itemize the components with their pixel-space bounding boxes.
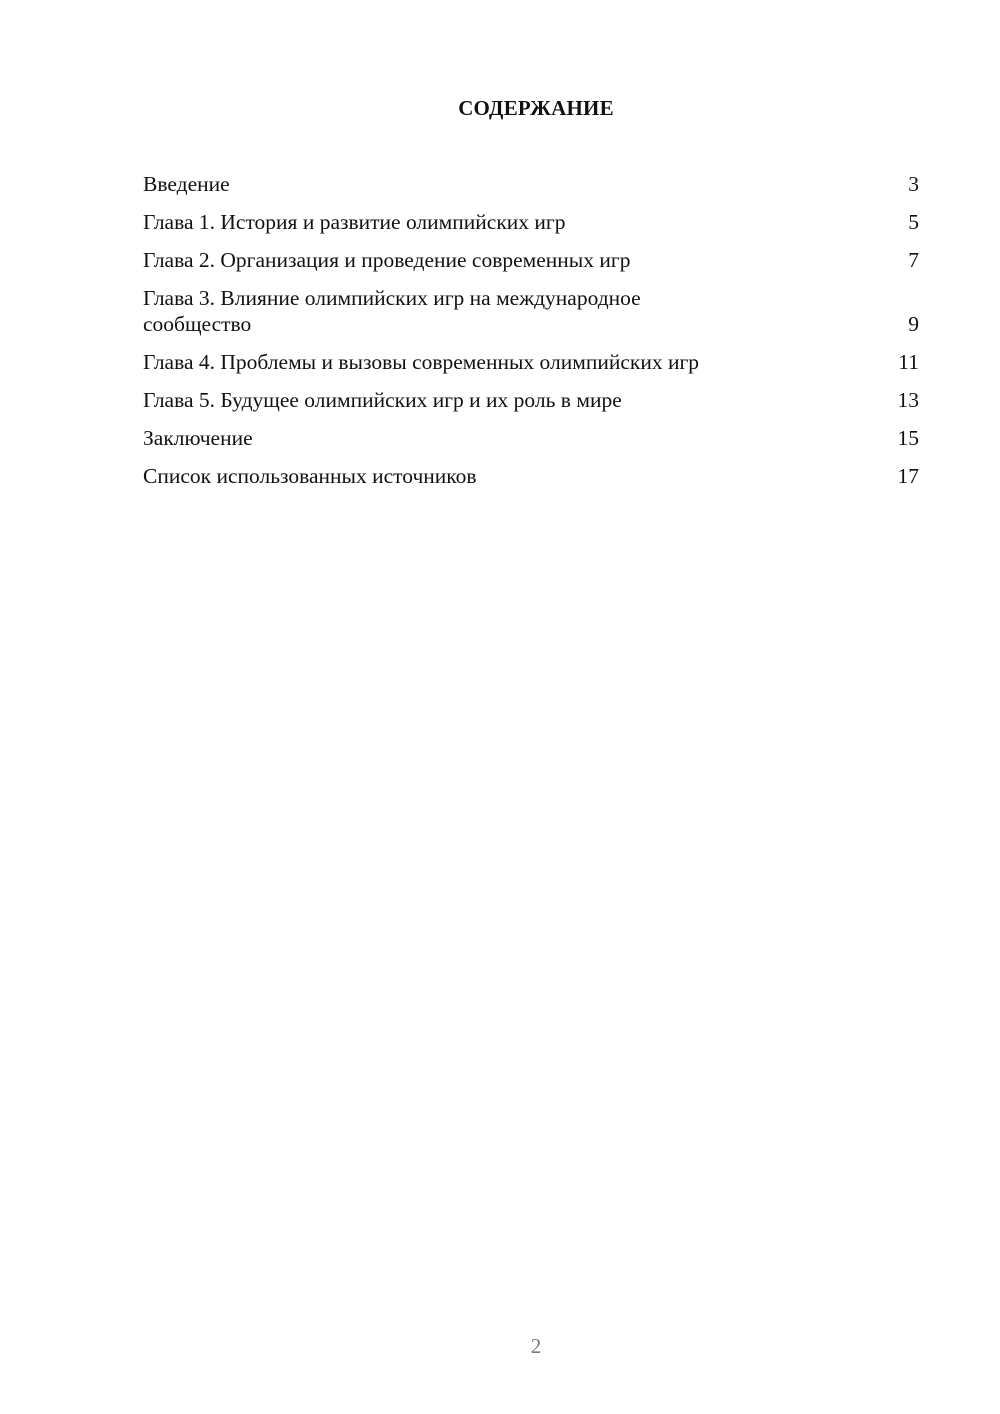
toc-entry-page: 9 <box>908 312 919 336</box>
table-of-contents <box>143 171 919 501</box>
toc-entry-label: Глава 5. Будущее олимпийских игр и их роль в мире <box>143 388 622 412</box>
toc-entry-chapter-1 <box>143 209 919 247</box>
toc-entry-references <box>143 463 919 501</box>
toc-title: СОДЕРЖАНИЕ <box>458 96 614 120</box>
toc-entry-page: 17 <box>897 464 919 488</box>
toc-entry-label: Глава 4. Проблемы и вызовы современных олимпийских игр <box>143 350 700 374</box>
toc-entry-page: 5 <box>908 210 919 234</box>
toc-entry-chapter-2 <box>143 247 919 285</box>
toc-entry-chapter-4 <box>143 349 919 387</box>
toc-entry-page: 11 <box>898 350 919 374</box>
toc-entry-introduction <box>143 171 919 209</box>
toc-entry-page: 15 <box>897 426 919 450</box>
toc-entry-label: Введение <box>143 172 230 196</box>
toc-entry-label: Глава 1. История и развитие олимпийских игр <box>143 210 566 234</box>
toc-entry-label: Список использованных источников <box>143 464 477 488</box>
page-number: 2 <box>530 1334 542 1358</box>
toc-entry-chapter-5 <box>143 387 919 425</box>
toc-entry-conclusion <box>143 425 919 463</box>
toc-entry-page: 13 <box>897 388 919 412</box>
toc-entry-chapter-3 <box>143 285 919 349</box>
toc-entry-page: 3 <box>908 172 919 196</box>
toc-entry-label: Глава 2. Организация и проведение современных игр <box>143 248 631 272</box>
toc-entry-page: 7 <box>908 248 919 272</box>
toc-entry-label: Глава 3. Влияние олимпийских игр на международное сообщество <box>143 286 641 336</box>
toc-entry-label: Заключение <box>143 426 253 450</box>
